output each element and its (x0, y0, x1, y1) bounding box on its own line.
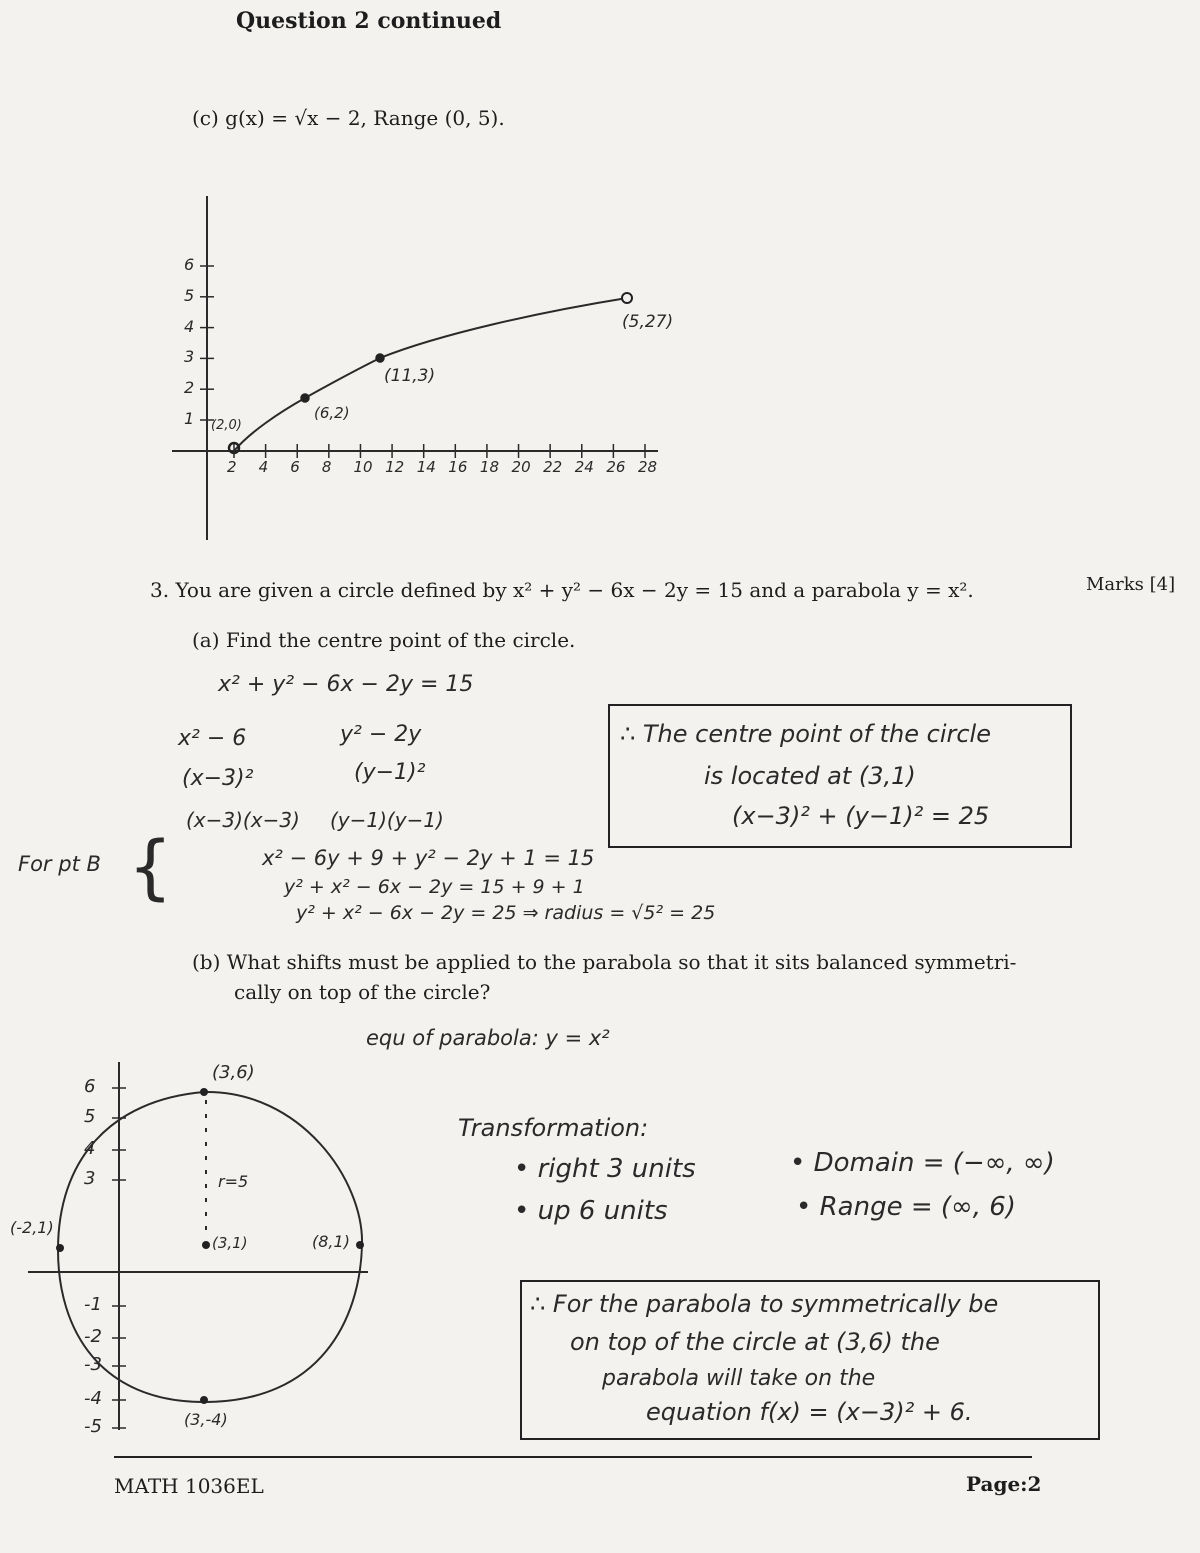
q3a-prompt: (a) Find the centre point of the circle. (192, 628, 576, 652)
circle-y-tick-label: -2 (84, 1326, 102, 1347)
q2c-x-tick-label: 20 (511, 458, 531, 476)
circle-point-label: (3,1) (212, 1234, 248, 1252)
conclusion-line: equation f(x) = (x−3)² + 6. (646, 1398, 973, 1426)
work-line: y² + x² − 6x − 2y = 15 + 9 + 1 (284, 876, 585, 898)
conclusion-line: parabola will take on the (602, 1366, 876, 1391)
work-line: x² − 6 (178, 726, 247, 751)
q3a-answer-box (608, 704, 1072, 848)
footer-rule (114, 1456, 1032, 1458)
brace-icon: { (128, 826, 173, 908)
q2c-x-tick-label: 26 (606, 458, 626, 476)
q3-marks: Marks [4] (1086, 574, 1176, 595)
work-line: (x−3)(x−3) (186, 808, 300, 832)
circle-y-tick-label: 6 (84, 1076, 96, 1097)
q2c-x-tick-label: 16 (448, 458, 468, 476)
circle-y-tick-label: -4 (84, 1388, 102, 1409)
q3b-prompt: (b) What shifts must be applied to the parabola so that it sits balanced symmetri- (192, 950, 1017, 974)
transformation-title: Transformation: (458, 1114, 649, 1142)
transformation-item: • up 6 units (514, 1196, 668, 1226)
q2c-y-tick-label: 6 (184, 255, 195, 274)
circle-y-tick-label: -1 (84, 1294, 102, 1315)
q2c-y-tick-label: 5 (184, 285, 195, 305)
footer-course: MATH 1036EL (114, 1474, 264, 1498)
q2c-prompt: (c) g(x) = √x − 2, Range (0, 5). (192, 106, 505, 130)
q2c-x-tick-label: 6 (290, 458, 300, 476)
circle-y-tick-label: 3 (84, 1168, 96, 1189)
q2c-x-tick-label: 8 (321, 458, 332, 476)
q2c-x-tick-label: 4 (258, 458, 269, 476)
q2c-point-label: (6,2) (314, 404, 350, 422)
q2c-point-2 (301, 394, 309, 402)
radius-label: r=5 (218, 1172, 249, 1191)
circle-point-bottom (200, 1396, 208, 1404)
circle-point-label: (8,1) (312, 1232, 350, 1251)
answer-line: (x−3)² + (y−1)² = 25 (732, 802, 990, 830)
circle-y-tick-label: 4 (84, 1138, 96, 1159)
q2c-y-tick-label: 1 (184, 409, 195, 428)
circle-y-tick-label: -5 (84, 1416, 102, 1437)
q2c-point-label: (5,27) (622, 312, 674, 332)
circle-point-center (202, 1241, 210, 1249)
q2c-point-label: (11,3) (384, 366, 436, 386)
work-line: x² + y² − 6x − 2y = 15 (218, 672, 474, 697)
work-line: y² + x² − 6x − 2y = 25 ⇒ radius = √5² = 25 (296, 902, 716, 924)
answer-line: ∴ The centre point of the circle (620, 720, 991, 748)
range-item: • Range = (∞, 6) (796, 1192, 1016, 1222)
circle-point-label: (-2,1) (10, 1218, 54, 1237)
q2c-x-tick-label: 2 (227, 458, 237, 476)
q2c-x-tick-label: 12 (385, 458, 405, 476)
q2c-x-tick-label: 14 (416, 458, 436, 476)
q2c-point-3 (376, 354, 384, 362)
circle-point-top (200, 1088, 208, 1096)
answer-line: is located at (3,1) (704, 762, 916, 790)
work-line: y² − 2y (340, 722, 422, 747)
side-note: For pt B (18, 852, 101, 876)
page-header: Question 2 continued (236, 8, 502, 34)
q2c-point-label: (2,0) (211, 418, 242, 433)
q2c-y-tick-label: 2 (184, 378, 195, 398)
work-line: (y−1)(y−1) (330, 808, 444, 832)
q2c-x-tick-label: 28 (638, 458, 658, 476)
domain-item: • Domain = (−∞, ∞) (790, 1148, 1055, 1178)
circle-point-label: (3,6) (212, 1062, 255, 1083)
q3b-conclusion-box (520, 1280, 1100, 1440)
circle-y-tick-label: 5 (84, 1106, 96, 1127)
work-line: (y−1)² (354, 760, 426, 785)
parabola-equation-note: equ of parabola: y = x² (366, 1026, 610, 1050)
circle-y-tick-label: -3 (84, 1354, 102, 1375)
q2c-x-tick-label: 10 (353, 458, 373, 476)
q2c-point-start (229, 443, 239, 453)
work-line: (x−3)² (182, 766, 254, 791)
q2c-x-tick-label: 22 (543, 458, 563, 476)
q2c-x-tick-label: 24 (574, 458, 594, 476)
q3-stem: 3. You are given a circle defined by x² + y² − 6x − 2y = 15 and a parabola y = x². (150, 578, 974, 602)
q3b-prompt-cont: cally on top of the circle? (234, 980, 491, 1004)
work-line: x² − 6y + 9 + y² − 2y + 1 = 15 (262, 846, 595, 870)
q2c-x-tick-label: 18 (479, 458, 500, 476)
q2c-y-tick-label: 3 (184, 347, 195, 367)
q2c-point-end (622, 293, 632, 303)
q2c-y-tick-label: 4 (184, 316, 195, 336)
transformation-item: • right 3 units (514, 1154, 696, 1184)
conclusion-line: on top of the circle at (3,6) the (570, 1328, 940, 1356)
circle-point-label: (3,-4) (184, 1410, 228, 1429)
circle-point-left (56, 1244, 64, 1252)
conclusion-line: ∴ For the parabola to symmetrically be (530, 1290, 999, 1318)
circle-point-right (356, 1241, 364, 1249)
footer-page: Page:2 (966, 1472, 1042, 1496)
